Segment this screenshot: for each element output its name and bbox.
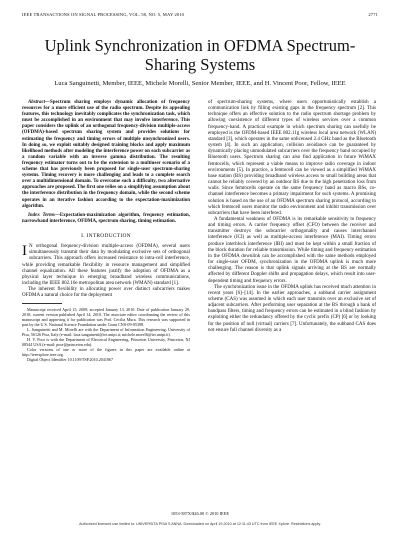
page-number: 2771: [368, 12, 378, 17]
section-heading: I. INTRODUCTION: [81, 232, 131, 239]
footnote-divider: [22, 303, 62, 304]
issn-footer: 1053-587X/$26.00 © 2010 IEEE: [170, 511, 230, 516]
footnote-affiliation-1: L. Sanguinetti and M. Morelli are with the Department of Information Engineering, University of Pisa, 56126 Pisa, Italy (e-mail: luca.sanguinetti@iet.unipi.it; michele.morelli@iet.unipi.it).: [22, 327, 190, 338]
body-paragraph-2: A fundamental weakness of OFDMA is its remarkable sensitivity to frequency and timing errors. A carrier frequency offset (CFO) between the receiver and transmitter destroys the subcarrier orthogonality and causes interchannel interference (ICI) as well as multiple-access interference (MAI). Timing errors produce interblock interference (IBI) and must be kept within a small fraction of the block duration for reliable transmission. While timing and frequency estimation in the OFDMA downlink can be accomplished with the same methods employed for single-user OFDM, synchronization in the OFDMA uplink is much more challenging. The reason is that uplink signals arriving at the BS are normally affected by different Doppler shifts and propagation delays, which result into user-dependent timing and frequency errors.: [208, 216, 376, 284]
introduction: [22, 244, 190, 299]
intro-paragraph-2: The inherent flexibility in allocating power over distinct subcarriers makes OFDMA a natural choice for the deployment: [22, 287, 190, 299]
footnote-manuscript: Manuscript received April 15, 2009; accepted January 13, 2010. Date of publication January 29, 2010; current version published April 14, 2010. The associate editor coordinating the review of this manuscript and approving it for publication was Prof. Cecilia Mura. This research was supported in part by the U.S. National Science Foundation under Grant CNS-09-05398.: [22, 307, 190, 328]
abstract: [22, 100, 190, 225]
index-terms-label: Index Terms—: [28, 212, 60, 218]
intro-paragraph-1: N orthogonal frequency-division multiple-access (OFDMA), several users simultaneously transmit their data by modulating exclusive sets of orthogonal subcarriers. This approach offers increased resistance to intra-cell interference, while providing remarkable flexibility in resource management and simplified channel equalization. All these features justify the adoption of OFDMA as a physical layer technique in emerging broadband wireless communications, including the IEEE 802.16e metropolitan area network (WMAN) standard [1].: [22, 244, 190, 286]
abstract-text: Spectrum sharing employs dynamic allocation of frequency resources for a more efficient use of the radio spectrum. Despite its appealing features, this technology inevitably complicates the synchronization task, which must be accomplished in an environment that may involve interference. This paper considers the uplink of an orthogonal frequency-division multiple-access (OFDMA)-based spectrum sharing system and provides solutions for estimating the frequency and timing errors of multiple unsynchronized users. In doing so, we exploit suitably designed training blocks and apply maximum likelihood methods after modeling the interference power on each subcarrier as a random variable with an inverse gamma distribution. The resulting frequency estimator turns out to be the extension to a multiuser scenario of a scheme that has previously been proposed for single-user spectrum-sharing systems. Timing recovery is more challenging and leads to a complete search over a multidimensional domain. To overcome such a difficulty, two alternative approaches are proposed. The first one relies on a simplifying assumption about the interference distribution in the frequency domain, while the second scheme operates in an iterative fashion according to the expectation-maximization algorithm.: [22, 100, 190, 209]
footnotes: [22, 307, 190, 362]
index-terms: Expectation-maximization algorithm, frequency estimation, narrowband interference, OFDMA, spectrum sharing, timing estimation.: [22, 212, 190, 224]
left-column: [22, 100, 190, 362]
running-header: [22, 12, 378, 17]
author-list: Luca Sanguinetti, Member, IEEE, Michele Morelli, Senior Member, IEEE, and H. Vincent Poor, Fellow, IEEE: [54, 80, 346, 87]
drop-cap: I: [22, 243, 27, 260]
body-paragraph-3: The synchronization issue in the OFDMA uplink has received much attention in recent years [6]–[14]. In the earlier approaches, a subband carrier assignment scheme (CAS) was assumed in which each user transmits over an exclusive set of adjacent subcarriers. After performing user separation at the BS through a bank of bandpass filters, timing and frequency errors can be estimated in a blind fashion by exploiting either the redundancy offered by the cyclic prefix (CP) [6] or by looking for the position of null (virtual) carriers [7]. Unfortunately, the subband CAS does not ensure full channel diversity as a: [208, 284, 376, 333]
footnote-color: Color versions of one or more of the figures in this paper are available online at http://ieeexplore.ieee.org.: [22, 347, 190, 358]
footnote-affiliation-2: H. V. Poor is with the Department of Electrical Engineering, Princeton University, Princeton, NJ 08544 USA (e-mail: poor@princeton.edu).: [22, 337, 190, 348]
body-paragraph-1: of spectrum-sharing systems, where users opportunistically establish a communication link by filling existing gaps in the frequency spectrum [2]. This technique offers an effective solution to the radio spectrum shortage problem by allowing coexistence of different types of wireless services over a common frequency-band. A practical example in which spectrum sharing can usefully be employed is the OFDM-based IEEE 802.11g wireless local area network (WLAN) standard [3], which operates in the same unlicensed 2.4 GHz band as the Bluetooth system [4]. In such an application, collision avoidance can be guaranteed by dynamically placing unmodulated subcarriers over the frequency band occupied by Bluetooth users. Spectrum sharing can also find application in future WiMAX femtocells, which represent a viable means to improve radio coverage in indoor environments [5]. In practice, a femtocell can be viewed as a simplified WiMAX base station (BS) providing broadband wireless access to small building areas that cannot be reliably covered by an outdoor BS due to the high penetration loss from walls. Since femtocells operate on the same frequency band as macro BSs, co-channel interference becomes a primary impairment for such systems. A promising solution is based on the use of an OFDMA spectrum sharing protocol, according to which femtocell users monitor the radio environment and inhibit transmission over subcarriers that have been interfered.: [208, 100, 376, 216]
footnote-doi: Digital Object Identifier 10.1109/TSP.2010.2041867: [27, 357, 114, 363]
right-column: [208, 100, 376, 334]
license-notice: Authorized licensed use limited to: UNIVERSITA PISA S ANNA. Downloaded on April 19,2010 at 12:11:43 UTC from IEEE Xplore. Restrictions apply.: [79, 522, 321, 526]
journal-name: IEEE TRANSACTIONS ON SIGNAL PROCESSING, VOL. 58, NO. 5, MAY 2010: [22, 12, 185, 17]
abstract-label: Abstract—: [28, 100, 50, 105]
paper-title: Uplink Synchronization in OFDMA Spectrum-Sharing Systems: [44, 36, 356, 74]
